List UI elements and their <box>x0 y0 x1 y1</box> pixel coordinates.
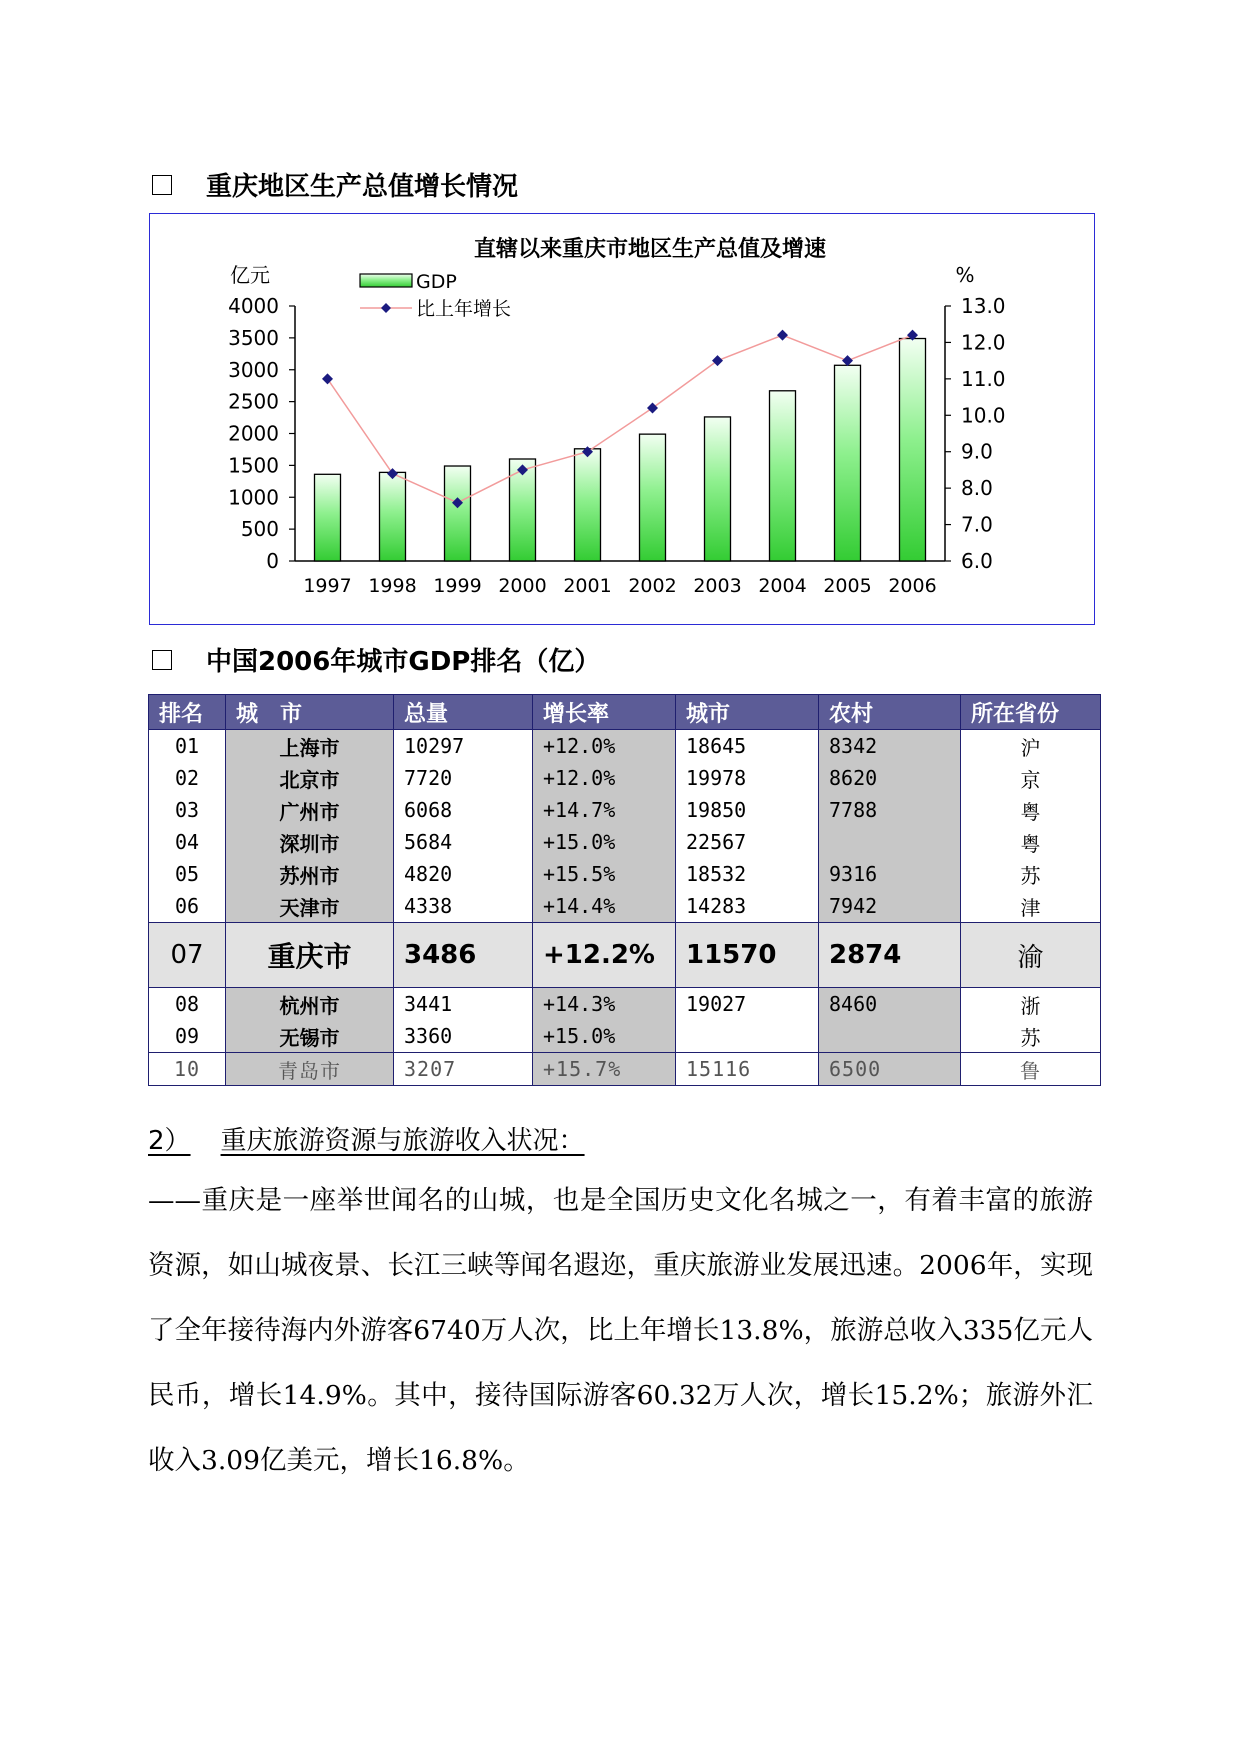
cell-urban: 19978 <box>676 762 819 794</box>
cell-urban: 18645 <box>676 730 819 763</box>
gdp-bar <box>835 365 861 561</box>
y-tick-label: 2000 <box>228 421 279 446</box>
cell-total: 4338 <box>394 890 533 923</box>
cell-rural: 8342 <box>819 730 961 763</box>
y-tick-label: 3500 <box>228 325 279 350</box>
cell-total: 6068 <box>394 794 533 826</box>
gdp-bar <box>445 466 471 561</box>
cell-rural: 6500 <box>819 1053 961 1086</box>
header-rural: 农村 <box>819 695 961 730</box>
cell-total: 3360 <box>394 1020 533 1053</box>
section-table-heading-text: 中国2006年城市GDP排名（亿） <box>206 647 601 677</box>
cell-rank: 04 <box>149 826 226 858</box>
cell-rank: 08 <box>149 988 226 1021</box>
cell-province: 苏 <box>961 858 1101 890</box>
section-tourism-heading-text: 重庆旅游资源与旅游收入状况： <box>220 1126 585 1156</box>
cell-province: 沪 <box>961 730 1101 763</box>
cell-city: 重庆市 <box>226 923 394 988</box>
table-header-row <box>149 695 1101 730</box>
section-gdp-heading <box>152 166 518 203</box>
growth-point <box>647 403 658 414</box>
x-tick-label: 1997 <box>303 575 352 597</box>
cell-province: 渝 <box>961 923 1101 988</box>
cell-total: 7720 <box>394 762 533 794</box>
legend-growth-label: 比上年增长 <box>416 298 512 320</box>
y2-tick-label: 12.0 <box>961 330 1006 355</box>
x-tick-label: 2004 <box>758 575 807 597</box>
cell-province: 浙 <box>961 988 1101 1021</box>
cell-province: 粤 <box>961 794 1101 826</box>
growth-point <box>322 373 333 384</box>
cell-city: 青岛市 <box>226 1053 394 1086</box>
cell-rural: 2874 <box>819 923 961 988</box>
x-tick-label: 2005 <box>823 575 872 597</box>
cell-rural: 9316 <box>819 858 961 890</box>
table-row <box>149 890 1101 923</box>
cell-rank: 10 <box>149 1053 226 1086</box>
header-city: 城 市 <box>226 695 394 730</box>
y2-tick-label: 7.0 <box>961 512 993 537</box>
chart-title: 直辖以来重庆市地区生产总值及增速 <box>473 237 827 262</box>
cell-rank: 07 <box>149 923 226 988</box>
cell-rank: 06 <box>149 890 226 923</box>
gdp-bar <box>640 434 666 561</box>
gdp-bar <box>900 339 926 561</box>
y2-tick-label: 13.0 <box>961 294 1006 318</box>
table-row <box>149 794 1101 826</box>
y2-tick-label: 8.0 <box>961 476 993 501</box>
table-row <box>149 988 1101 1021</box>
cell-rank: 05 <box>149 858 226 890</box>
header-province: 所在省份 <box>961 695 1101 730</box>
tourism-paragraph: ——重庆是一座举世闻名的山城，也是全国历史文化名城之一，有着丰富的旅游资源，如山城夜景、长江三峡等闻名遐迩，重庆旅游业发展迅速。2006年，实现了全年接待海内外游客6740万人次，比上年增长13.8%，旅游总收入335亿元人民币，增长14.9%。其中，接待国际游客60.32万人次，增长15.2%；旅游外汇收入3.09亿美元，增长16.8%。 <box>148 1185 1093 1476</box>
cell-rank: 09 <box>149 1020 226 1053</box>
cell-urban: 18532 <box>676 858 819 890</box>
table-row <box>149 730 1101 763</box>
checkbox-icon <box>152 650 172 670</box>
cell-province: 京 <box>961 762 1101 794</box>
table-row <box>149 858 1101 890</box>
y-tick-label: 1500 <box>228 453 279 478</box>
cell-city: 苏州市 <box>226 858 394 890</box>
table-row <box>149 826 1101 858</box>
gdp-bar <box>705 417 731 561</box>
header-total: 总量 <box>394 695 533 730</box>
section-tourism-number: 2） <box>148 1126 191 1156</box>
y-axis-label: 亿元 <box>230 263 270 287</box>
y-tick-label: 0 <box>266 549 279 573</box>
y2-tick-label: 9.0 <box>961 439 993 464</box>
growth-line <box>328 335 913 503</box>
gdp-bar <box>575 449 601 561</box>
gdp-bar <box>380 472 406 561</box>
cell-urban: 15116 <box>676 1053 819 1086</box>
cell-rank: 02 <box>149 762 226 794</box>
cell-total: 4820 <box>394 858 533 890</box>
cell-city: 天津市 <box>226 890 394 923</box>
table-row <box>149 923 1101 988</box>
cell-province: 苏 <box>961 1020 1101 1053</box>
gdp-chart-svg <box>150 214 1094 624</box>
legend-gdp-label: GDP <box>416 271 457 293</box>
cell-growth: +15.5% <box>533 858 676 890</box>
cell-growth: +14.3% <box>533 988 676 1021</box>
cell-rank: 03 <box>149 794 226 826</box>
table-row <box>149 1020 1101 1053</box>
section-gdp-heading-text: 重庆地区生产总值增长情况 <box>206 172 519 202</box>
cell-rural: 7788 <box>819 794 961 826</box>
cell-total: 3486 <box>394 923 533 988</box>
gdp-chart <box>149 213 1095 625</box>
x-tick-label: 2001 <box>563 575 612 597</box>
cell-urban: 14283 <box>676 890 819 923</box>
growth-point <box>777 330 788 341</box>
growth-point <box>712 355 723 366</box>
cell-rural <box>819 826 961 858</box>
cell-total: 10297 <box>394 730 533 763</box>
cell-urban: 11570 <box>676 923 819 988</box>
x-tick-label: 1998 <box>368 575 417 597</box>
cell-rural: 8620 <box>819 762 961 794</box>
cell-total: 3441 <box>394 988 533 1021</box>
cell-city: 北京市 <box>226 762 394 794</box>
x-tick-label: 2002 <box>628 575 677 597</box>
cell-growth: +12.0% <box>533 762 676 794</box>
y-tick-label: 2500 <box>228 389 279 414</box>
cell-growth: +12.0% <box>533 730 676 763</box>
y-tick-label: 4000 <box>228 294 279 318</box>
cell-total: 5684 <box>394 826 533 858</box>
cell-growth: +15.7% <box>533 1053 676 1086</box>
cell-city: 无锡市 <box>226 1020 394 1053</box>
gdp-bar <box>770 391 796 561</box>
cell-urban <box>676 1020 819 1053</box>
cell-province: 津 <box>961 890 1101 923</box>
x-tick-label: 2000 <box>498 575 547 597</box>
y2-axis-label: % <box>955 263 975 287</box>
section-tourism-heading <box>148 1120 585 1157</box>
cell-city: 深圳市 <box>226 826 394 858</box>
section-table-heading <box>152 641 600 678</box>
cell-growth: +14.4% <box>533 890 676 923</box>
cell-rural: 8460 <box>819 988 961 1021</box>
cell-growth: +15.0% <box>533 826 676 858</box>
x-tick-label: 2003 <box>693 575 742 597</box>
cell-rural <box>819 1020 961 1053</box>
legend-growth-marker <box>381 303 391 313</box>
y-tick-label: 1000 <box>228 485 279 510</box>
header-growth: 增长率 <box>533 695 676 730</box>
cell-total: 3207 <box>394 1053 533 1086</box>
legend-gdp-swatch <box>360 274 412 287</box>
cell-rank: 01 <box>149 730 226 763</box>
x-tick-label: 2006 <box>888 575 937 597</box>
x-tick-label: 1999 <box>433 575 482 597</box>
cell-growth: +12.2% <box>533 923 676 988</box>
city-gdp-ranking-table <box>148 694 1101 1086</box>
y-tick-label: 3000 <box>228 357 279 382</box>
cell-city: 广州市 <box>226 794 394 826</box>
cell-growth: +15.0% <box>533 1020 676 1053</box>
table-row <box>149 762 1101 794</box>
cell-urban: 19850 <box>676 794 819 826</box>
cell-province: 粤 <box>961 826 1101 858</box>
cell-urban: 19027 <box>676 988 819 1021</box>
growth-point <box>842 355 853 366</box>
cell-city: 上海市 <box>226 730 394 763</box>
y2-tick-label: 10.0 <box>961 403 1006 428</box>
cell-province: 鲁 <box>961 1053 1101 1086</box>
y-tick-label: 500 <box>240 517 279 542</box>
cell-urban: 22567 <box>676 826 819 858</box>
y2-tick-label: 6.0 <box>961 549 993 573</box>
gdp-bar <box>315 474 341 561</box>
table-row <box>149 1053 1101 1086</box>
y2-tick-label: 11.0 <box>961 366 1006 391</box>
table-body <box>149 730 1101 1086</box>
header-rank: 排名 <box>149 695 226 730</box>
checkbox-icon <box>152 175 172 195</box>
cell-city: 杭州市 <box>226 988 394 1021</box>
cell-growth: +14.7% <box>533 794 676 826</box>
header-urban: 城市 <box>676 695 819 730</box>
cell-rural: 7942 <box>819 890 961 923</box>
